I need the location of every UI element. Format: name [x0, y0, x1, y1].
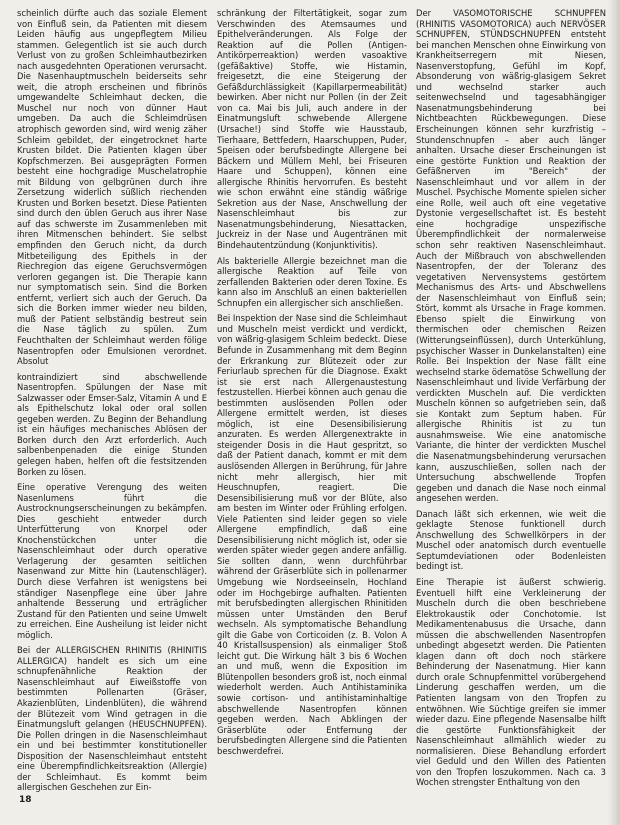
paragraph: Danach läßt sich erkennen, wie weit die geklagte Stenose funktionell durch Anschwellung des Schwellkörpers in der Muschel oder anatomisch durch eventuelle Septumdeviationen oder Bodenleisten bedingt ist. — [416, 508, 606, 572]
text-column-2 — [217, 8, 407, 761]
paragraph: kontraindiziert sind abschwellende Nasentropfen. Spülungen der Nase mit Salzwasser oder Emser-Salz, Vitamin A und E als Epithelschutz lokal oder oral sollen gegeben werden. Zu Beginn der Behandlung ist ein häufiges mechanisches Ablösen der Borken durch den Arzt erforderlich. Auch salbenbenpenaden die einige Stunden gelegen haben, helfen oft die festsitzenden Borken zu lösen. — [17, 371, 207, 477]
paragraph: Bei der ALLERGISCHEN RHINITIS (RHINITIS ALLERGICA) handelt es sich um eine schnupfenähnliche Reaktion der Nasenschleimhaut auf Eiweißstoffe von bestimmten Pollenarten (Gräser, Akazienblüten, Lindenblüten), die während der Blütezeit vom Wind getragen in die Einatmungsluft gelangen (HEUSCHNUPFEN). Die Pollen dringen in die Nasenschleimhaut ein und bei bestimmter konstitutioneller Disposition der Nasenschleimhaut entsteht eine Überempfindlichkeitsreaktion (Allergie) der Schleimhaut. Es kommt beim allergischen Geschehen zur Ein- — [17, 645, 207, 793]
paragraph: scheinlich dürfte auch das soziale Element von Einfluß sein, da Patienten mit diesem Leiden häufig aus ungepflegtem Milieu stammen. Gelegentlich ist sie auch durch Verlust von zu großen Schleimhautbezirken nach ausgedehnten Operationen verursacht. Die Nasenhauptmuscheln beiderseits sehr weit, die atroph erscheinen und fibrinös umgewandelte Schleimhaut decken, die Muschel nur noch von dünner Haut umgeben. Da auch die Schleimdrüsen atrophisch geworden sind, wird wenig zäher Schleim gebildet, der eingetrocknet harte Krusten bildet. Die Patienten klagen über Kopfschmerzen. Bei ausgeprägten Formen besteht eine hochgradige Muschelatrophie mit Bildung von gelbgrünen durch ihre Zersetzung widerlich süßlich riechenden Krusten und Borken besetzt. Diese Patienten sind durch den üblen Geruch aus ihrer Nase auf das schwerste im Zusammenleben mit ihren Mitmenschen behindert. Sie selbst empfinden den Geruch nicht, da durch Mitbeteiligung des Epithels in der Riechregion das eigene Geruchsvermögen verloren gegangen ist. Die Therapie kann nur symptomatisch sein. Sind die Borken entfernt, verliert sich auch der Geruch. Da sich die Borken immer wieder neu bilden, muß der Patient selbständig bestreut sein die Nase täglich zu spülen. Zum Feuchthalten der Schleimhaut werden fölige Nasentropfen oder Emulsionen verordnet. Absolut — [17, 8, 207, 367]
paragraph: Bei Inspektion der Nase sind die Schleimhaut und Muscheln meist verdickt und verdickt, von wäßrig-glasigem Schleim bedeckt. Diese Befunde in Zusammenhang mit dem Beginn der Erkrankung zur Blütezeit oder zur Feriurlaub sprechen für die Diagnose. Exakt ist sie erst nach Allergenaustestung festzustellen. Hierbei können auch genau die bestimmten auslösenden Pollen oder Allergene ermittelt werden, ist dieses möglich, ist eine Desensibilisierung anzuraten. Es werden Allergenextrakte in steigender Dosis in die Haut gespritzt, so daß der Patient danach, kommt er mit dem auslösenden Allergen in Berührung, für Jahre nicht mehr allergisch, hier mit Heuschnupfen, reagiert. Die Desensibilisierung muß vor der Blüte, also am besten im Winter oder Frühling erfolgen. Viele Patienten sind leider gegen so viele Allergene empfindlich, daß eine Desensibilisierung nicht möglich ist, oder sie werden später wieder gegen andere anfällig. Sie sollten dann, wenn durchführbar während der Gräserblüte sich in pollenarmer Umgebung wie Nordseeinseln, Hochland oder im Hochgebirge aufhalten. Patienten mit berufsbedingten allergischen Rhinitiden müssen unter Umständen den Beruf wechseln. Als symptomatische Behandlung gilt die Gabe von Corticoiden (z. B. Volon A 40 Kristallsuspension) als einmaliger Stoß leicht gut. Die Wirkung hält 3 bis 6 Wochen an und muß, wenn die Exposition im Blütenpollen besonders groß ist, noch einmal wiederholt werden. Auch Antihistaminika sowie cortison- und antihistaminhaltige abschwellende Nasentropfen können gegeben werden. Nach Abklingen der Gräserblüte oder Entfernung der berufsbedingten Allergene sind die Patienten beschwerdefrei. — [217, 313, 407, 756]
page-fold-shadow — [608, 0, 620, 825]
paragraph: Eine operative Verengung des weiten Nasenlumens führt die Austrocknungserscheinungen zu bekämpfen. Dies geschieht entweder durch Unterfütterung von Knorpel oder Knochenstückchen unter die Nasenschleimhaut oder durch operative Verlagerung der gesamten seitlichen Nasenwand zur Mitte hin (Lautenschläger). Durch diese Verfahren ist wenigstens bei ständiger Nasenpflege eine über Jahre anhaltende Besserung und erträglicher Zustand für den Patienten und seine Umwelt zu erreichen. Eine Ausheilung ist leider nicht möglich. — [17, 482, 207, 640]
text-column-1 — [17, 8, 207, 798]
page-number: 18 — [19, 795, 32, 805]
paragraph: Eine Therapie ist äußerst schwierig. Eventuell hilft eine Verkleinerung der Muscheln durch die oben beschriebene Elektrokaustik oder Conchotomie. Ist Medikamentenabusus die Ursache, dann müssen die abschwellenden Nasentropfen unbedingt abgesetzt werden. Die Patienten klagen dann oft doch noch stärkere Behinderung der Nasenatmung. Hier kann durch orale Schnupfenmittel vorübergehend Linderung geschaffen werden, um die Patienten langsam von den Tropfen zu entwöhnen. Wie Süchtige greifen sie immer wieder dazu. Eine pflegende Nasensalbe hilft die gestörte Funktionsfähigkeit der Nasenschleimhaut allmählich wieder zu normalisieren. Diese Behandlung erfordert viel Geduld und den Willen des Patienten von den Tropfen loszukommen. Nach ca. 3 Wochen strengster Enthaltung von den — [416, 576, 606, 788]
paragraph: schränkung der Filtertätigkeit, sogar zum Verschwinden des Atemsaumes und Epithelveränderungen. Als Folge der Reaktion auf die Pollen (Antigen-Antikörperreaktion) werden vasoaktive (gefäßaktive) Stoffe, wie Histamin, freigesetzt, die eine Steigerung der Gefäßdurchlässigkeit (Kapillarpermeabilität) bewirken. Aber nicht nur Pollen (in der Zeit von ca. Mai bis Juli, auch andere in der Einatmungsluft schwebende Allergene (Ursache!) sind Stoffe wie Hausstaub, Tierhaare, Bettfedern, Haarschuppen, Puder, Speisen oder berufsbedingte Allergene bei Bäckern und Müllern Mehl, bei Friseuren Haare und Schuppen), können eine allergische Rhinitis hervorrufen. Es besteht wie schon erwähnt eine ständig wäßrige Sekretion aus der Nase, Anschwellung der Nasenschleimhaut bis zur Nasenatmungsbehinderung, Niesattacken, Juckreiz in der Nase und Augentränen mit Bindehautentzündung (Konjunktivitis). — [217, 8, 407, 251]
text-column-3 — [416, 8, 606, 793]
paragraph: Der VASOMOTORISCHE SCHNUPFEN (RHINITIS VASOMOTORICA) auch NERVÖSER SCHNUPFEN, STÜNDSCHNUPFEN entsteht bei manchen Menschen ohne Einwirkung von Krankheitserregern mit Niesen, Nasenverstopfung, Gefühl im Kopf, Absonderung von wäßrig-glasigem Sekret und wechselnd starker auch seitenwechselnd und tagesabhängiger Nasenatmungsbehinderung bei Nichtbeachten Rückbewegungen. Diese Erscheinungen können sehr kurzfristig – Stundenschnupfen – aber auch länger anhalten. Ursache dieser Erscheinungen ist eine gestörte Funktion und Reaktion der Gefäßnerven im "Bereich" der Nasenschleimhaut und vor allem in der Muschel. Psychische Momente spielen sicher eine Rolle, weil auch oft eine vegetative Dystonie vergesellschaftet ist. Es besteht eine hochgradige unspezifische Überempfindlichkeit der normalerweise schon sehr reaktiven Nasenschleimhaut. Auch der Mißbrauch von abschwellenden Nasentropfen, der der Toleranz des vegetativen Nervensystems gestörtem Mechanismus des Arts- und Abschwellens der Nasenschleimhaut von Einfluß sein; Stört, kommt als Ursache in Frage kommen. Ebenso spielt die Einwirkung von thermischen oder chemischen Reizen (Witterungseinflüssen), durch Unterkühlung, psychischer Wasser in Dunkelanstalten) eine Rolle. Bei Inspektion der Nase fällt eine wechselnd starke ödematöse Schwellung der Nasenschleimhaut und livide Verfärbung der verdickten Muscheln auf. Die verdickten Muscheln können so aufgetrieben sein, daß sie Kontakt zum Septum haben. Für allergische Rhinitis ist zu tun ausnahmsweise. Wie eine anatomische Variante, die hinter der verdickten Muschel die Nasenatmungsbehinderung verursachen kann, auszuschließen, sollen nach der Untersuchung abschwellende Tropfen gegeben und danach die Nase noch einmal angesehen werden. — [416, 8, 606, 504]
paragraph: Als bakterielle Allergie bezeichnet man die allergische Reaktion auf Teile von zerfallenden Bakterien oder deren Toxine. Es kann also im Anschluß an einen bakteriellen Schnupfen ein allergischer sich anschließen. — [217, 255, 407, 308]
